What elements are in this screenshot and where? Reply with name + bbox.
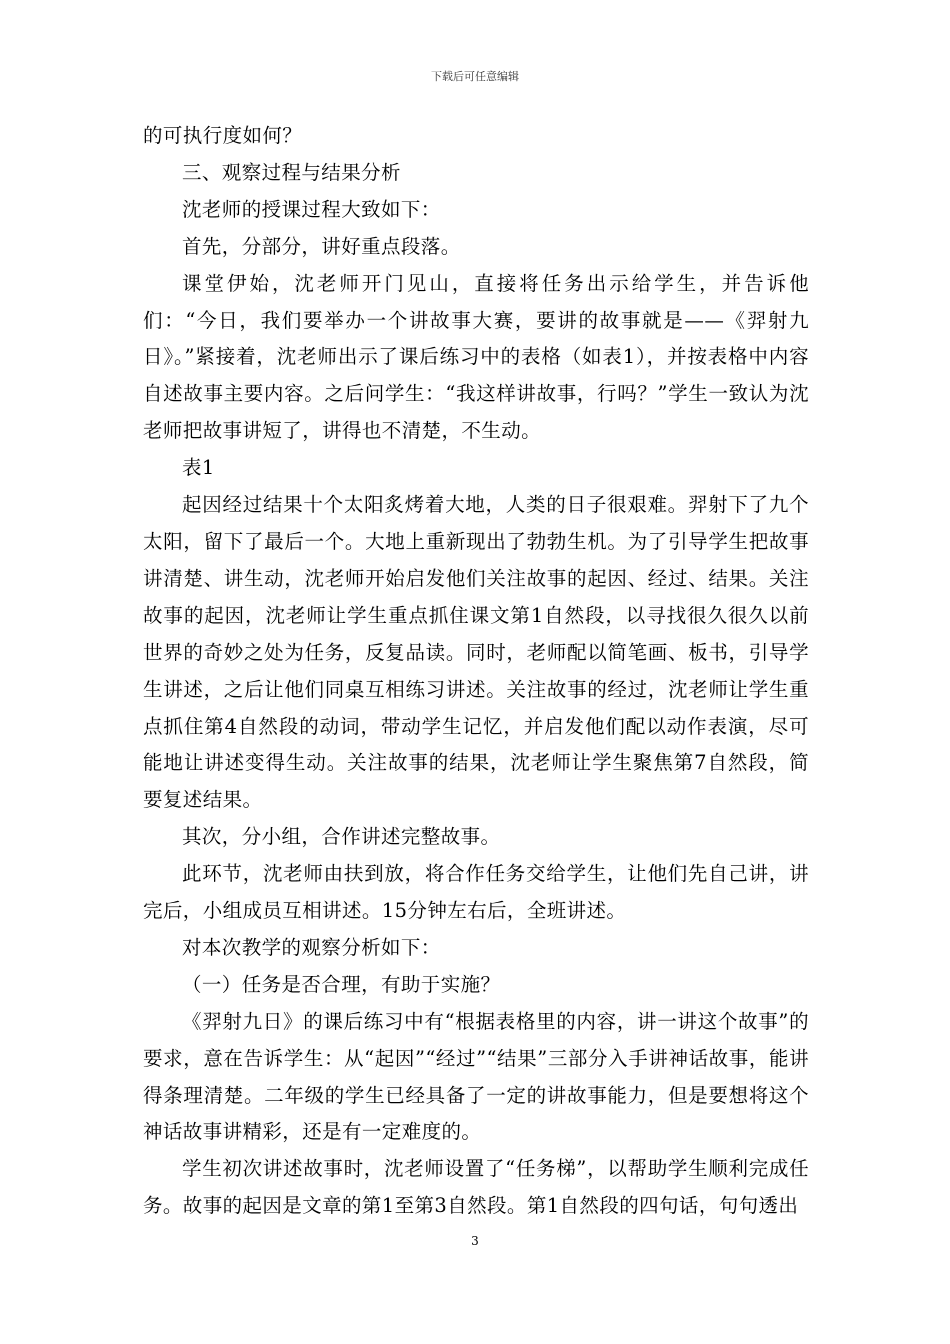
document-body [143,118,809,1225]
paragraph: 对本次教学的观察分析如下： [182,935,441,959]
section-heading: 三、观察过程与结果分析 [182,160,401,184]
paragraph: 起因经过结果十个太阳炙烤着大地，人类的日子很艰难。羿射下了九个太阳，留下了最后一个。大地上重新现出了勃勃生机。为了引导学生把故事讲清楚、讲生动，沈老师开始启发他们关注故事的起因、经过、结果。关注故事的起因，沈老师让学生重点抓住课文第1自然段，以寻找很久很久以前世界的奇妙之处为任务，反复品读。同时，老师配以简笔画、板书，引导学生讲述，之后让他们同桌互相练习讲述。关注故事的经过，沈老师让学生重点抓住第4自然段的动词，带动学生记忆，并启发他们配以动作表演，尽可能地让讲述变得生动。关注故事的结果，沈老师让学生聚焦第7自然段，简要复述结果。 [143,493,809,812]
paragraph: 沈老师的授课过程大致如下： [182,197,441,221]
paragraph-continuation: 的可执行度如何？ [143,124,303,147]
table-caption: 表1 [182,456,215,480]
paragraph: 课堂伊始，沈老师开门见山，直接将任务出示给学生，并告诉他们：“今日，我们要举办一个讲故事大赛，要讲的故事就是——《羿射九日》。”紧接着，沈老师出示了课后练习中的表格（如表1），并按表格中内容自述故事主要内容。之后问学生：“我这样讲故事，行吗？”学生一致认为沈老师把故事讲短了，讲得也不清楚，不生动。 [143,271,809,443]
page-header: 下载后可任意编辑 [431,70,519,83]
paragraph: 首先，分部分，讲好重点段落。 [182,234,461,258]
paragraph: 学生初次讲述故事时，沈老师设置了“任务梯”，以帮助学生顺利完成任务。故事的起因是文章的第1至第3自然段。第1自然段的四句话，句句透出 [143,1157,809,1218]
page-number: 3 [471,1234,479,1248]
paragraph: 此环节，沈老师由扶到放，将合作任务交给学生，让他们先自己讲，讲完后，小组成员互相讲述。15分钟左右后，全班讲述。 [143,862,809,923]
paragraph: 《羿射九日》的课后练习中有“根据表格里的内容，讲一讲这个故事”的要求，意在告诉学生：从“起因”“经过”“结果”三部分入手讲神话故事，能讲得条理清楚。二年级的学生已经具备了一定的讲故事能力，但是要想将这个神话故事讲精彩，还是有一定难度的。 [143,1009,809,1144]
subsection-heading: （一）任务是否合理，有助于实施？ [182,972,501,996]
paragraph: 其次，分小组，合作讲述完整故事。 [182,825,501,849]
